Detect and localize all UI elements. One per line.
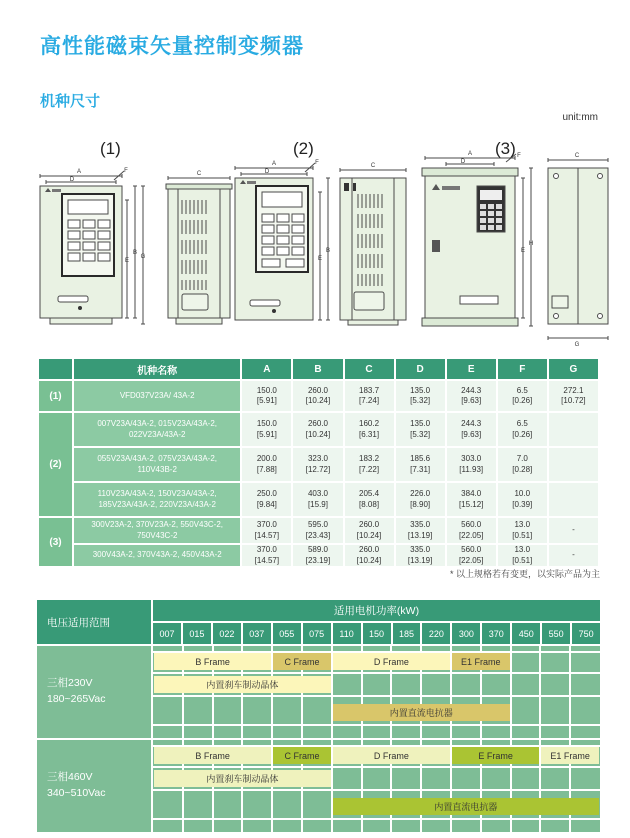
dimension-value-cell: 244.3 [9.63] bbox=[447, 413, 496, 446]
applicability-bar: 内置直流电抗器 bbox=[333, 798, 599, 815]
dimension-drawings bbox=[0, 148, 630, 353]
dimension-value-cell: 7.0 [0.28] bbox=[498, 448, 547, 481]
svg-text:B: B bbox=[325, 248, 331, 254]
dimension-value-cell: - bbox=[549, 518, 598, 543]
group-number-cell: (2) bbox=[39, 413, 72, 516]
grid-line bbox=[153, 724, 600, 726]
page-title: 高性能磁束矢量控制变频器 bbox=[40, 35, 304, 58]
unit-label: unit:mm bbox=[562, 112, 598, 123]
svg-text:B: B bbox=[132, 250, 138, 256]
dimension-value-cell: 560.0 [22.05] bbox=[447, 545, 496, 566]
model-names-cell: 110V23A/43A-2, 150V23A/43A-2, 185V23A/43A-2, 220V23A/43A-2 bbox=[74, 483, 240, 516]
applicability-bar: D Frame bbox=[333, 747, 450, 764]
power-header: 450 bbox=[510, 623, 540, 644]
dim-header-c: C bbox=[345, 359, 394, 379]
spec-footnote: * 以上规格若有变更，以实际产品为主 bbox=[449, 569, 600, 579]
section-title: 机种尺寸 bbox=[40, 93, 101, 110]
model-names-cell: VFD037V23A/ 43A-2 bbox=[74, 381, 240, 411]
group-number-cell: (1) bbox=[39, 381, 72, 411]
voltage-range-label: 三相230V 180~265Vac bbox=[37, 646, 151, 738]
power-header: 220 bbox=[420, 623, 450, 644]
model-names-cell: 055V23A/43A-2, 075V23A/43A-2, 110V43B-2 bbox=[74, 448, 240, 481]
svg-text:G: G bbox=[574, 342, 580, 348]
table-row bbox=[39, 545, 598, 566]
dimension-table-header-row bbox=[39, 359, 598, 379]
voltage-range-header: 电压适用范围 bbox=[37, 600, 151, 644]
dimension-value-cell: 303.0 [11.93] bbox=[447, 448, 496, 481]
model-names-cell: 007V23A/43A-2, 015V23A/43A-2, 022V23A/43A-2 bbox=[74, 413, 240, 446]
applicability-bar: 内置直流电抗器 bbox=[333, 704, 510, 721]
svg-text:E: E bbox=[317, 256, 323, 262]
power-header: 015 bbox=[181, 623, 211, 644]
drawing-3-side-view bbox=[548, 153, 608, 348]
dimension-value-cell: 183.2 [7.22] bbox=[345, 448, 394, 481]
dimension-value-cell: 403.0 [15.9] bbox=[293, 483, 342, 516]
dimension-value-cell: 13.0 [0.51] bbox=[498, 518, 547, 543]
dimension-value-cell: - bbox=[549, 545, 598, 566]
applicability-bar: C Frame bbox=[273, 653, 331, 670]
applicability-bar: C Frame bbox=[273, 747, 331, 764]
dim-header-b: B bbox=[293, 359, 342, 379]
dimension-value-cell: 13.0 [0.51] bbox=[498, 545, 547, 566]
applicability-bar: 内置刹车制动晶体 bbox=[154, 770, 331, 787]
drawing-3-front-view bbox=[422, 151, 533, 326]
frame-grid bbox=[153, 740, 600, 832]
table-row bbox=[39, 381, 598, 411]
dimension-value-cell: 160.2 [6.31] bbox=[345, 413, 394, 446]
dimension-table bbox=[37, 357, 600, 568]
table-row bbox=[39, 518, 598, 543]
dim-header-g: G bbox=[549, 359, 598, 379]
grid-line bbox=[153, 818, 600, 820]
drawing-label-1: (1) bbox=[100, 139, 121, 158]
dimension-value-cell: 370.0 [14.57] bbox=[242, 545, 291, 566]
dimension-value-cell bbox=[549, 413, 598, 446]
dim-header-a: A bbox=[242, 359, 291, 379]
dimension-value-cell bbox=[549, 448, 598, 481]
power-header: 185 bbox=[391, 623, 421, 644]
svg-text:D: D bbox=[264, 169, 270, 175]
applicability-bar: B Frame bbox=[154, 653, 271, 670]
dimension-value-cell: 244.3 [9.63] bbox=[447, 381, 496, 411]
grid-line bbox=[153, 672, 600, 674]
svg-text:A: A bbox=[271, 161, 277, 167]
dimension-value-cell: 6.5 [0.26] bbox=[498, 381, 547, 411]
applicability-bar: 内置刹车制动晶体 bbox=[154, 676, 331, 693]
svg-text:G: G bbox=[140, 254, 146, 260]
svg-text:F: F bbox=[124, 168, 128, 174]
dim-header-f: F bbox=[498, 359, 547, 379]
dimension-value-cell: 335.0 [13.19] bbox=[396, 518, 445, 543]
svg-text:A: A bbox=[76, 169, 82, 175]
applicability-bar: E1 Frame bbox=[452, 653, 510, 670]
svg-text:E: E bbox=[520, 248, 526, 254]
dimension-value-cell: 6.5 [0.26] bbox=[498, 413, 547, 446]
dimension-value-cell: 205.4 [8.08] bbox=[345, 483, 394, 516]
dimension-value-cell: 260.0 [10.24] bbox=[345, 518, 394, 543]
dimension-value-cell: 250.0 [9.84] bbox=[242, 483, 291, 516]
power-header: 300 bbox=[450, 623, 480, 644]
motor-power-header: 适用电机功率(kW) bbox=[153, 600, 600, 621]
frame-grid bbox=[153, 646, 600, 738]
model-names-cell: 300V43A-2, 370V43A-2, 450V43A-2 bbox=[74, 545, 240, 566]
table-row bbox=[39, 448, 598, 481]
drawing-label-3: (3) bbox=[495, 139, 516, 158]
drawing-2-side-view bbox=[340, 163, 406, 325]
dim-header-d: D bbox=[396, 359, 445, 379]
applicability-bar: B Frame bbox=[154, 747, 271, 764]
power-header: 110 bbox=[331, 623, 361, 644]
dimension-value-cell: 272.1 [10.72] bbox=[549, 381, 598, 411]
svg-text:C: C bbox=[370, 163, 376, 169]
dimension-value-cell: 260.0 [10.24] bbox=[293, 381, 342, 411]
model-names-cell: 300V23A-2, 370V23A-2, 550V43C-2, 750V43C-2 bbox=[74, 518, 240, 543]
svg-text:D: D bbox=[460, 159, 466, 165]
dimension-value-cell bbox=[549, 483, 598, 516]
power-column-headers bbox=[153, 623, 600, 644]
svg-text:D: D bbox=[69, 177, 75, 183]
dimension-value-cell: 150.0 [5.91] bbox=[242, 381, 291, 411]
svg-text:C: C bbox=[196, 171, 202, 177]
svg-text:A: A bbox=[467, 151, 473, 157]
dimension-value-cell: 335.0 [13.19] bbox=[396, 545, 445, 566]
drawing-label-2: (2) bbox=[293, 139, 314, 158]
grid-line bbox=[153, 766, 600, 768]
dimension-value-cell: 135.0 [5.32] bbox=[396, 381, 445, 411]
drawing-1-front-view bbox=[40, 168, 146, 324]
voltage-range-label: 三相460V 340~510Vac bbox=[37, 740, 151, 832]
svg-text:F: F bbox=[517, 153, 521, 159]
dimension-value-cell: 135.0 [5.32] bbox=[396, 413, 445, 446]
applicability-bar: E Frame bbox=[452, 747, 539, 764]
applicability-bar: E1 Frame bbox=[541, 747, 599, 764]
dim-header-e: E bbox=[447, 359, 496, 379]
applicability-bar: D Frame bbox=[333, 653, 450, 670]
dimension-value-cell: 595.0 [23.43] bbox=[293, 518, 342, 543]
power-header: 750 bbox=[570, 623, 600, 644]
group-number-cell: (3) bbox=[39, 518, 72, 566]
power-header: 055 bbox=[271, 623, 301, 644]
dimension-value-cell: 150.0 [5.91] bbox=[242, 413, 291, 446]
svg-text:C: C bbox=[574, 153, 580, 159]
power-header: 150 bbox=[361, 623, 391, 644]
dimension-value-cell: 226.0 [8.90] bbox=[396, 483, 445, 516]
voltage-section bbox=[37, 646, 600, 738]
voltage-section bbox=[37, 740, 600, 832]
power-applicability-chart bbox=[37, 600, 600, 830]
table-row bbox=[39, 413, 598, 446]
dimension-value-cell: 260.0 [10.24] bbox=[293, 413, 342, 446]
dimension-value-cell: 183.7 [7.24] bbox=[345, 381, 394, 411]
dimension-value-cell: 185.6 [7.31] bbox=[396, 448, 445, 481]
power-header: 007 bbox=[159, 628, 175, 639]
grid-line bbox=[153, 789, 600, 791]
svg-text:F: F bbox=[315, 160, 319, 166]
dimension-value-cell: 323.0 [12.72] bbox=[293, 448, 342, 481]
table-row bbox=[39, 483, 598, 516]
dimension-value-cell: 10.0 [0.39] bbox=[498, 483, 547, 516]
dimension-value-cell: 589.0 [23.19] bbox=[293, 545, 342, 566]
model-name-header: 机种名称 bbox=[74, 359, 240, 379]
dimension-value-cell: 384.0 [15.12] bbox=[447, 483, 496, 516]
dimension-value-cell: 200.0 [7.88] bbox=[242, 448, 291, 481]
dimension-value-cell: 260.0 [10.24] bbox=[345, 545, 394, 566]
power-header: 022 bbox=[211, 623, 241, 644]
power-header: 370 bbox=[480, 623, 510, 644]
drawing-1-side-view bbox=[166, 171, 232, 324]
power-header: 550 bbox=[540, 623, 570, 644]
power-header: 037 bbox=[241, 623, 271, 644]
group-header-cell bbox=[39, 359, 72, 379]
svg-text:H: H bbox=[528, 241, 534, 247]
power-header: 075 bbox=[301, 623, 331, 644]
drawing-2-front-view bbox=[235, 160, 330, 320]
dimension-value-cell: 370.0 [14.57] bbox=[242, 518, 291, 543]
svg-text:E: E bbox=[124, 258, 130, 264]
grid-line bbox=[153, 695, 600, 697]
dimension-value-cell: 560.0 [22.05] bbox=[447, 518, 496, 543]
